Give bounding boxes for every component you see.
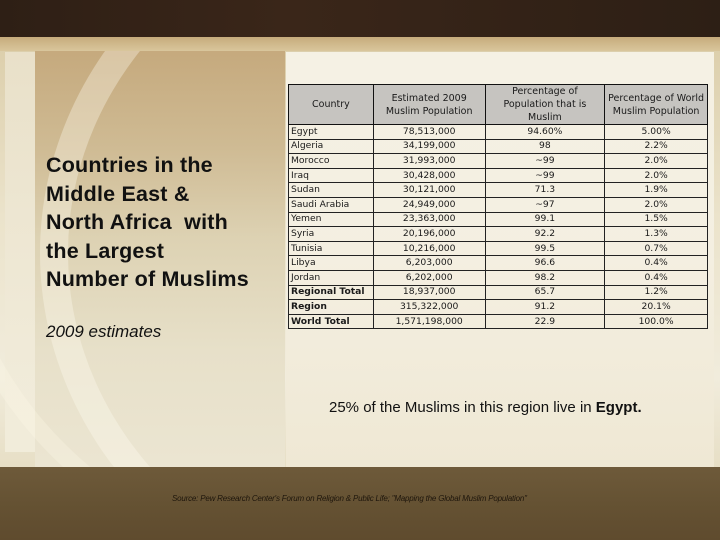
table-row (289, 285, 708, 300)
callout-prefix: 25% of the Muslims in this region live in (329, 399, 596, 416)
cell-pct-muslim: 65.7 (485, 285, 605, 300)
table-row (289, 270, 708, 285)
cell-pct-world: 100.0% (605, 314, 708, 329)
bottom-band (0, 467, 720, 540)
cell-population: 1,571,198,000 (373, 314, 485, 329)
title-line: Countries in the (46, 153, 213, 177)
left-edge-strip (5, 52, 35, 452)
cell-pct-muslim: 99.5 (485, 241, 605, 256)
cell-pct-world: 0.4% (605, 256, 708, 271)
cell-pct-muslim: 71.3 (485, 183, 605, 198)
cell-pct-muslim: 98 (485, 139, 605, 154)
cell-country: Algeria (289, 139, 374, 154)
cell-pct-world: 1.5% (605, 212, 708, 227)
cell-pct-world: 1.3% (605, 227, 708, 242)
cell-pct-muslim: 94.60% (485, 125, 605, 140)
cell-population: 78,513,000 (373, 125, 485, 140)
cell-pct-world: 20.1% (605, 300, 708, 315)
cell-pct-world: 2.2% (605, 139, 708, 154)
table-row (289, 139, 708, 154)
cell-pct-world: 2.0% (605, 168, 708, 183)
title-line: Middle East & (46, 181, 190, 206)
callout-text (329, 399, 642, 416)
cell-population: 31,993,000 (373, 154, 485, 169)
cell-pct-muslim: 92.2 (485, 227, 605, 242)
cell-country: Sudan (289, 183, 374, 198)
cell-pct-muslim: 98.2 (485, 270, 605, 285)
table-row (289, 241, 708, 256)
table-row (289, 212, 708, 227)
table-row (289, 183, 708, 198)
cell-country: Egypt (289, 125, 374, 140)
muslim-population-table (288, 84, 708, 329)
slide-title (46, 151, 286, 294)
title-line: the Largest (46, 238, 165, 263)
cell-country: Tunisia (289, 241, 374, 256)
cell-country: World Total (289, 314, 374, 329)
title-line: Number of Muslims (46, 267, 249, 291)
table-row (289, 197, 708, 212)
table-row (289, 256, 708, 271)
header-population: Estimated 2009 Muslim Population (373, 85, 485, 125)
cell-population: 6,203,000 (373, 256, 485, 271)
cell-country: Jordan (289, 270, 374, 285)
cell-pct-muslim: 22.9 (485, 314, 605, 329)
cell-country: Region (289, 300, 374, 315)
cell-country: Yemen (289, 212, 374, 227)
cell-population: 23,363,000 (373, 212, 485, 227)
table-row (289, 168, 708, 183)
cell-population: 30,428,000 (373, 168, 485, 183)
top-band (0, 0, 720, 37)
slide-subtitle: 2009 estimates (46, 322, 162, 341)
callout-emphasis: Egypt. (595, 399, 642, 416)
cell-population: 34,199,000 (373, 139, 485, 154)
cell-population: 24,949,000 (373, 197, 485, 212)
cell-country: Saudi Arabia (289, 197, 374, 212)
cell-pct-world: 1.2% (605, 285, 708, 300)
cell-country: Syria (289, 227, 374, 242)
cell-country: Morocco (289, 154, 374, 169)
cell-population: 18,937,000 (373, 285, 485, 300)
cell-population: 10,216,000 (373, 241, 485, 256)
cell-pct-muslim: 96.6 (485, 256, 605, 271)
cell-pct-world: 2.0% (605, 197, 708, 212)
cell-country: Libya (289, 256, 374, 271)
header-country: Country (289, 85, 374, 125)
table-body (289, 125, 708, 329)
cell-country: Iraq (289, 168, 374, 183)
cell-country: Regional Total (289, 285, 374, 300)
table-row (289, 154, 708, 169)
cell-pct-muslim: ~97 (485, 197, 605, 212)
cell-population: 6,202,000 (373, 270, 485, 285)
title-line: North Africa with (46, 210, 228, 234)
top-band-shadow (0, 37, 720, 51)
header-pct-world: Percentage of World Muslim Population (605, 85, 708, 125)
cell-pct-muslim: 91.2 (485, 300, 605, 315)
table-row (289, 227, 708, 242)
cell-pct-world: 0.7% (605, 241, 708, 256)
cell-population: 315,322,000 (373, 300, 485, 315)
cell-pct-muslim: ~99 (485, 168, 605, 183)
cell-pct-world: 5.00% (605, 125, 708, 140)
cell-pct-world: 1.9% (605, 183, 708, 198)
cell-population: 20,196,000 (373, 227, 485, 242)
cell-population: 30,121,000 (373, 183, 485, 198)
header-pct-muslim: Percentage of Population that is Muslim (485, 85, 605, 125)
cell-pct-muslim: ~99 (485, 154, 605, 169)
cell-pct-world: 2.0% (605, 154, 708, 169)
cell-pct-muslim: 99.1 (485, 212, 605, 227)
table-row (289, 125, 708, 140)
source-citation: Source: Pew Research Center's Forum on Religion & Public Life; "Mapping the Global Muslim Population" (172, 494, 527, 503)
table-row (289, 314, 708, 329)
table-header-row (289, 85, 708, 125)
cell-pct-world: 0.4% (605, 270, 708, 285)
table-row (289, 300, 708, 315)
